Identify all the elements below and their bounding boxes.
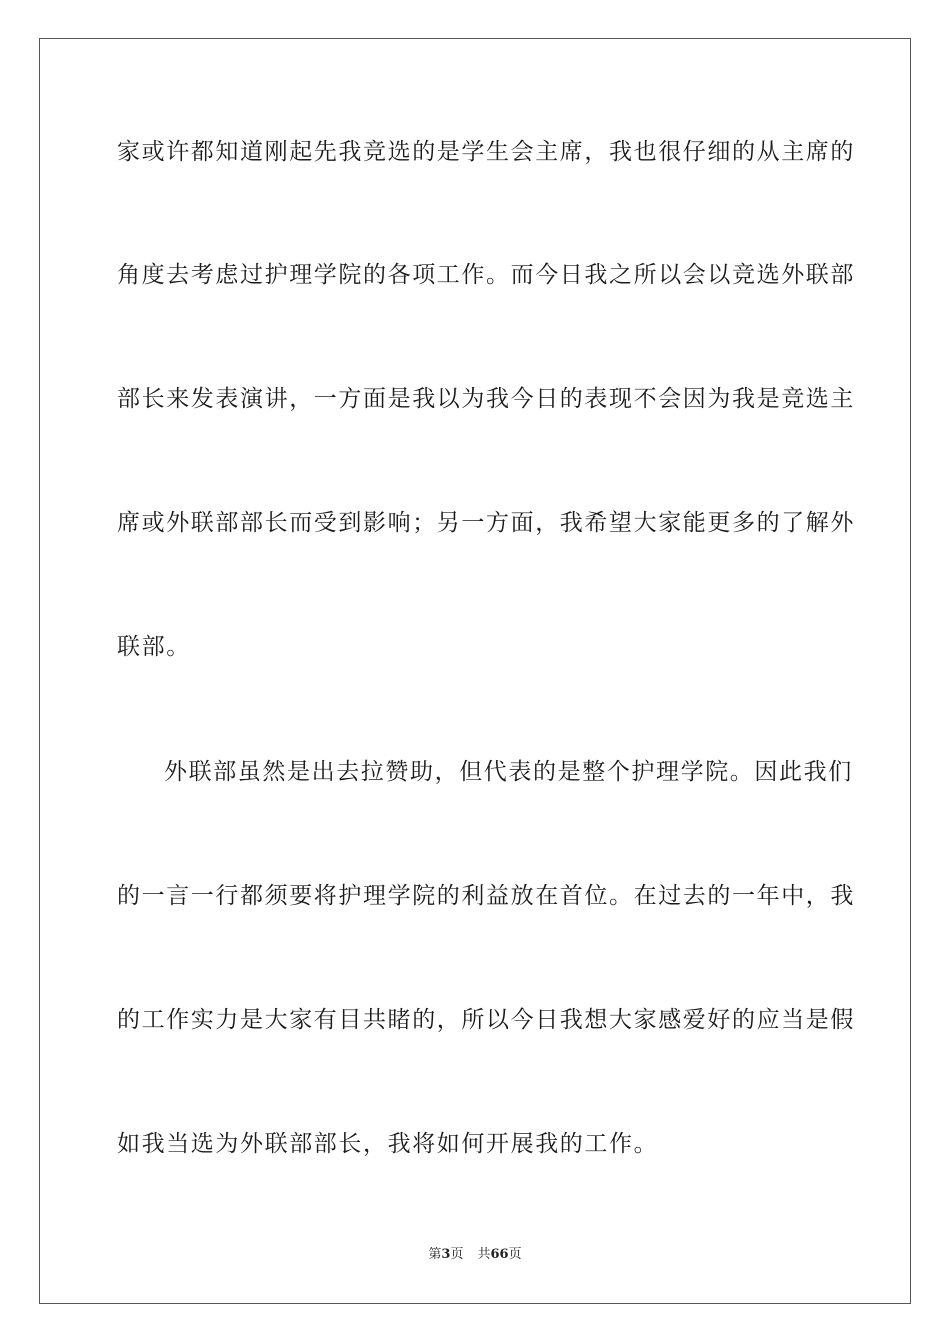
total-prefix: 共 [477,1247,491,1262]
page-border [39,38,911,1304]
text-line: 席或外联部部长而受到影响；另一方面，我希望大家能更多的了解外 [117,510,855,536]
page-prefix: 第 [428,1247,442,1262]
page-number: 3 [441,1247,451,1262]
text-line: 外联部虽然是出去拉赞助，但代表的是整个护理学院。因此我们 [164,759,853,785]
total-suffix: 页 [508,1247,522,1262]
text-line: 部长来发表演讲，一方面是我以为我今日的表现不会因为我是竞选主 [117,386,855,412]
text-line: 家或许都知道刚起先我竞选的是学生会主席，我也很仔细的从主席的 [117,139,855,165]
total-pages: 66 [490,1247,509,1262]
text-line: 如我当选为外联部部长，我将如何开展我的工作。 [117,1131,659,1157]
page-footer [0,1246,950,1264]
text-line: 的一言一行都须要将护理学院的利益放在首位。在过去的一年中，我 [117,883,855,909]
text-line: 的工作实力是大家有目共睹的，所以今日我想大家感爱好的应当是假 [117,1007,855,1033]
text-line: 角度去考虑过护理学院的各项工作。而今日我之所以会以竞选外联部 [117,262,855,288]
text-line: 联部。 [117,634,191,660]
page-suffix: 页 [450,1247,464,1262]
